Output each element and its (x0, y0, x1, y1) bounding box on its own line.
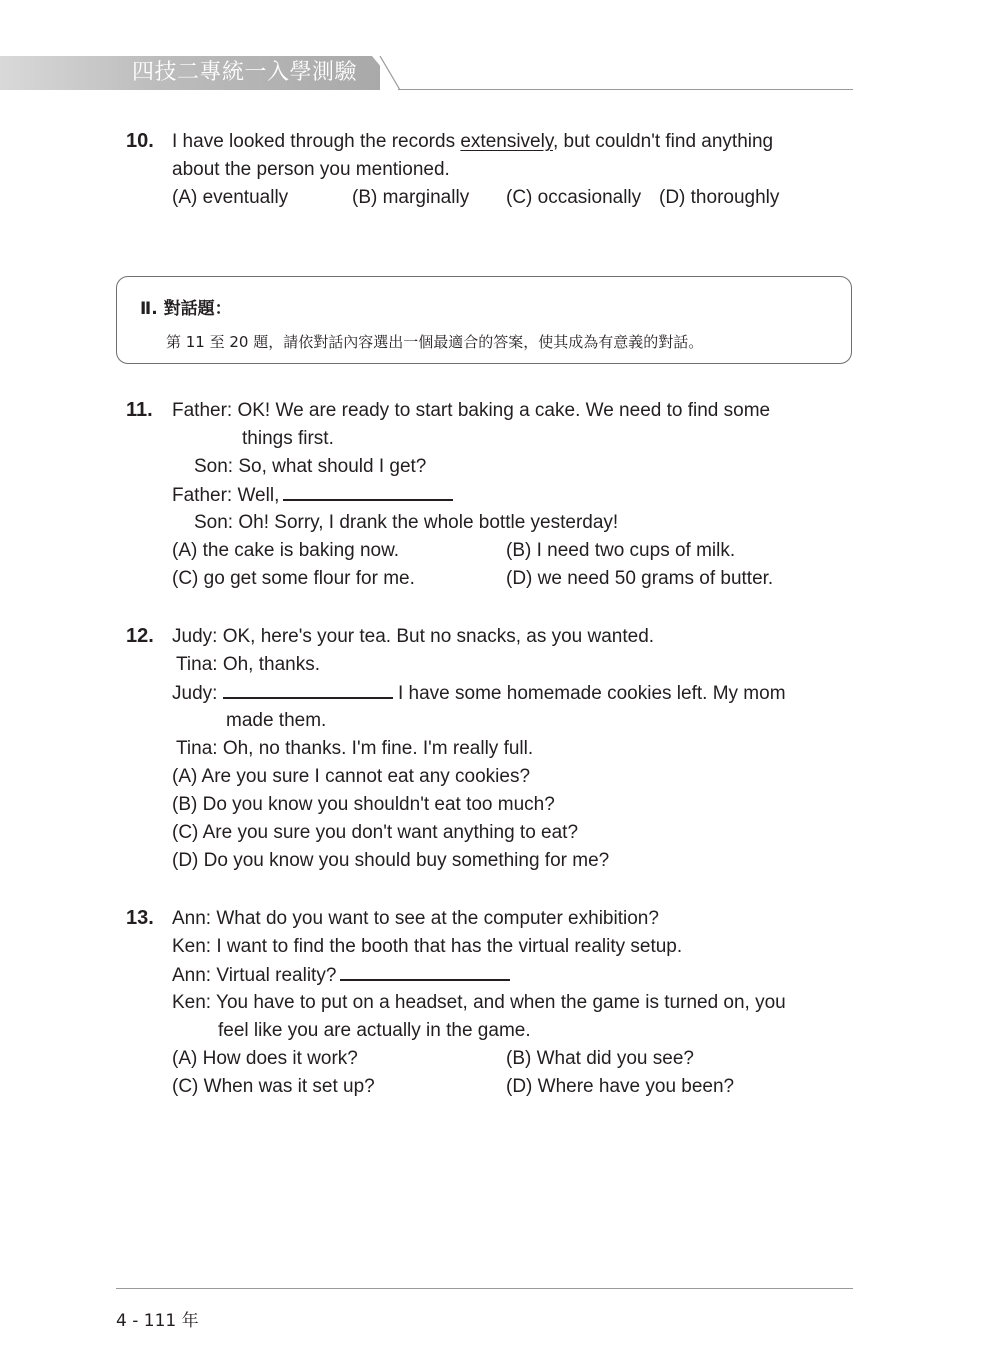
question-stem-line2: about the person you mentioned. (172, 159, 450, 180)
dialogue-line: feel like you are actually in the game. (218, 1020, 531, 1041)
option-a[interactable]: (A) eventually (172, 187, 289, 208)
section-title: Ⅱ. 對話題： (140, 299, 232, 319)
answer-blank (340, 961, 510, 981)
dialogue-text: I have some homemade cookies left. My mom (397, 683, 786, 704)
option-d[interactable]: (D) Where have you been? (506, 1076, 735, 1097)
dialogue-line: Son: So, what should I get? (194, 456, 427, 477)
dialogue-line: Tina: Oh, no thanks. I'm fine. I'm really full. (176, 738, 534, 759)
underlined-word: extensively (460, 131, 553, 152)
dialogue-text: Father: Well, (172, 485, 280, 506)
header-slash-decoration (378, 56, 418, 92)
dialogue-line: Son: Oh! Sorry, I drank the whole bottle yesterday! (194, 512, 619, 533)
option-b[interactable]: (B) Do you know you shouldn't eat too much? (172, 794, 555, 815)
option-a[interactable]: (A) How does it work? (172, 1048, 358, 1069)
dialogue-line: Ken: You have to put on a headset, and when the game is turned on, you (172, 992, 786, 1013)
dialogue-line: Father: OK! We are ready to start baking a cake. We need to find some (172, 400, 771, 421)
dialogue-line: made them. (226, 710, 327, 731)
dialogue-line: Ann: What do you want to see at the computer exhibition? (172, 908, 659, 929)
option-d[interactable]: (D) we need 50 grams of butter. (506, 568, 774, 589)
option-c[interactable]: (C) go get some flour for me. (172, 568, 415, 589)
option-b[interactable]: (B) What did you see? (506, 1048, 694, 1069)
option-b[interactable]: (B) marginally (352, 187, 470, 208)
option-c[interactable]: (C) When was it set up? (172, 1076, 375, 1097)
dialogue-line: Judy: OK, here's your tea. But no snacks, as you wanted. (172, 626, 655, 647)
section-instructions: 第 11 至 20 題，請依對話內容選出一個最適合的答案，使其成為有意義的對話。 (166, 333, 704, 351)
dialogue-line-with-blank (172, 679, 786, 708)
dialogue-line: Tina: Oh, thanks. (176, 654, 320, 675)
answer-blank (283, 481, 453, 501)
question-number: 13. (126, 907, 154, 929)
answer-blank (223, 679, 393, 699)
question-number: 11. (126, 399, 153, 421)
question-stem-line1 (172, 128, 773, 156)
option-c[interactable]: (C) occasionally (506, 187, 642, 208)
dialogue-line: Ken: I want to find the booth that has the virtual reality setup. (172, 936, 683, 957)
dialogue-text: Judy: (172, 683, 218, 704)
option-d[interactable]: (D) Do you know you should buy something for me? (172, 850, 610, 871)
stem-text: , but couldn't find anything (552, 131, 774, 152)
dialogue-line-with-blank (172, 481, 453, 510)
stem-text: I have looked through the records (172, 131, 461, 152)
question-number: 10. (126, 130, 154, 152)
dialogue-text: Ann: Virtual reality? (172, 965, 337, 986)
dialogue-line: things first. (242, 428, 334, 449)
option-d[interactable]: (D) thoroughly (659, 187, 780, 208)
dialogue-line-with-blank (172, 961, 510, 990)
header-title: 四技二專統一入學測驗 (132, 60, 358, 85)
option-b[interactable]: (B) I need two cups of milk. (506, 540, 736, 561)
option-a[interactable]: (A) the cake is baking now. (172, 540, 400, 561)
option-a[interactable]: (A) Are you sure I cannot eat any cookies? (172, 766, 531, 787)
page-number: 4 - 111 年 (116, 1311, 199, 1331)
question-number: 12. (126, 625, 154, 647)
footer-rule (116, 1288, 853, 1289)
header-rule (398, 89, 853, 90)
option-c[interactable]: (C) Are you sure you don't want anything to eat? (172, 822, 579, 843)
